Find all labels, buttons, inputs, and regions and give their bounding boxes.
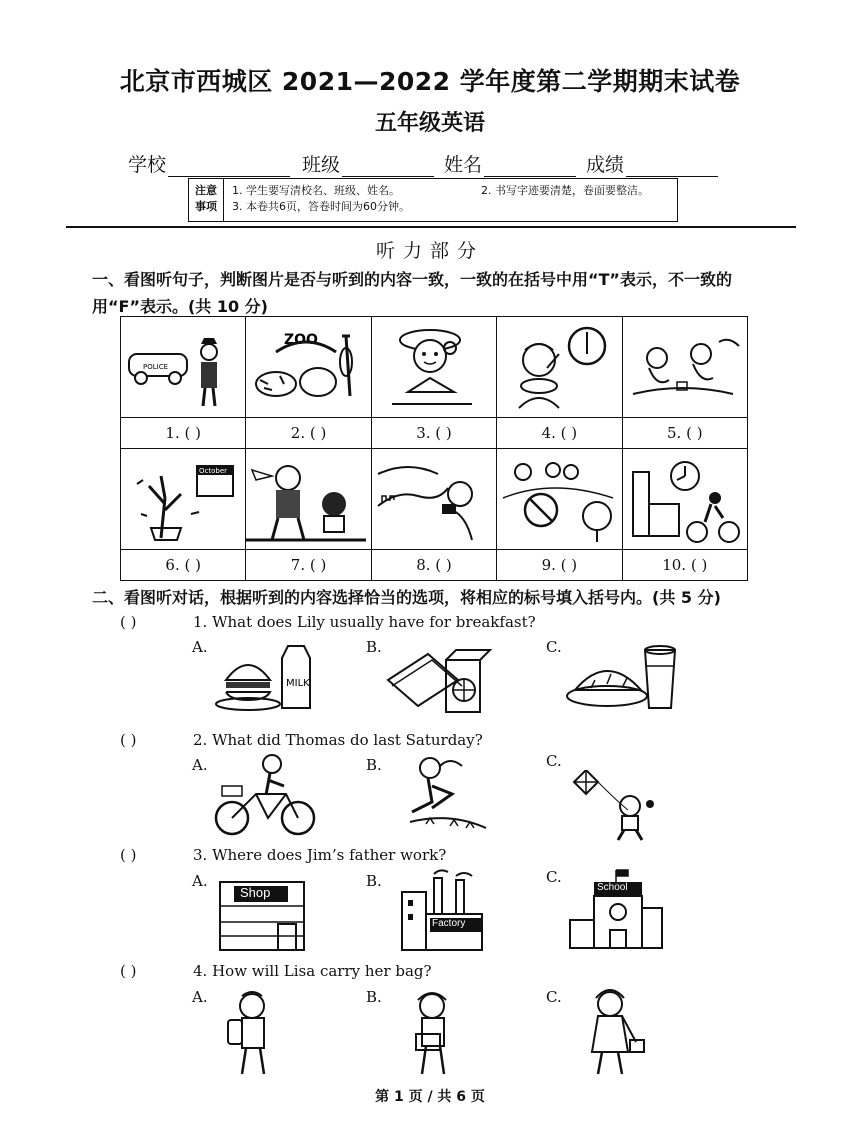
class-blank[interactable]: [342, 154, 434, 177]
notice-line-1: 1. 学生要写清校名、班级、姓名。: [232, 184, 400, 197]
answer-slot-10[interactable]: 10. ( ): [622, 550, 747, 581]
school-blank[interactable]: [168, 154, 290, 177]
q1-text: 1. What does Lily usually have for breakfast?: [193, 613, 536, 631]
girl-hand-carry-icon: [398, 990, 468, 1076]
answer-slot-3[interactable]: 3. ( ): [371, 418, 496, 449]
section-title: 听力部分: [375, 240, 484, 262]
q3-answer-paren[interactable]: ( ): [120, 846, 137, 864]
boy-cycling-clock-icon: [622, 449, 747, 550]
children-on-beach-icon: [622, 317, 747, 418]
answer-slot-9[interactable]: 9. ( ): [497, 550, 622, 581]
boy-eating-noodles-clock-icon: [497, 317, 622, 418]
q4-option-b-label: B.: [366, 988, 382, 1006]
notice-line-3: 3. 本卷共6页，答卷时间为60分钟。: [232, 200, 410, 213]
q3-option-c-label: C.: [546, 868, 562, 886]
q4-option-a-label: A.: [192, 988, 208, 1006]
boy-girl-paper-plane-icon: [246, 449, 371, 550]
boy-riding-bike-icon: [212, 752, 322, 838]
man-planting-trees-icon: [390, 752, 490, 838]
answer-slot-8[interactable]: 8. ( ): [371, 550, 496, 581]
q4-text: 4. How will Lisa carry her bag?: [193, 962, 432, 980]
field-label-class: 班级: [302, 154, 341, 176]
notice-line-2: 2. 书写字迹要清楚，卷面要整洁。: [481, 184, 649, 197]
svg-text:October: October: [199, 467, 228, 475]
autumn-tree-october-calendar-icon: [121, 449, 246, 550]
q4-answer-paren[interactable]: ( ): [120, 962, 137, 980]
answer-slot-2[interactable]: 2. ( ): [246, 418, 371, 449]
q2-text: 2. What did Thomas do last Saturday?: [193, 731, 483, 749]
q1-option-a-label: A.: [192, 638, 208, 656]
field-label-score: 成绩: [586, 154, 625, 176]
q4-option-c-label: C.: [546, 988, 562, 1006]
answer-slot-1[interactable]: 1. ( ): [121, 418, 246, 449]
burger-milk-icon: [214, 640, 324, 712]
factory-sign: Factory: [432, 918, 466, 929]
q3-option-b-label: B.: [366, 872, 382, 890]
girl-shoulder-bag-icon: [572, 986, 652, 1076]
police-officer-car-icon: [121, 317, 246, 418]
notice-box: [188, 178, 678, 222]
part2-instruction: 二、看图听对话，根据听到的内容选择恰当的选项，将相应的标号填入括号内。(共 5 分): [92, 588, 721, 607]
zoo-animals-icon: [246, 317, 371, 418]
sandwich-juice-icon: [384, 640, 494, 716]
answer-slot-5[interactable]: 5. ( ): [622, 418, 747, 449]
q2-option-a-label: A.: [192, 756, 208, 774]
answer-slot-4[interactable]: 4. ( ): [497, 418, 622, 449]
field-label-name: 姓名: [444, 154, 483, 176]
q2-answer-paren[interactable]: ( ): [120, 731, 137, 749]
part1-picture-grid: [120, 316, 748, 581]
shop-icon: [216, 876, 308, 952]
school-sign: School: [597, 882, 628, 893]
boy-flying-kite-icon: [570, 770, 660, 842]
svg-text:ZOO: ZOO: [284, 332, 319, 348]
q3-text: 3. Where does Jim’s father work?: [193, 846, 447, 864]
score-blank[interactable]: [626, 154, 718, 177]
field-label-school: 学校: [128, 154, 167, 176]
answer-slot-7[interactable]: 7. ( ): [246, 550, 371, 581]
q2-option-b-label: B.: [366, 756, 382, 774]
student-info-fields: [128, 150, 718, 177]
girl-backpack-icon: [220, 990, 290, 1076]
girl-photo-great-wall-icon: [371, 449, 496, 550]
bread-milk-icon: [565, 640, 685, 712]
shop-sign: Shop: [240, 885, 271, 900]
q1-option-c-label: C.: [546, 638, 562, 656]
exam-subtitle: 五年级英语: [374, 111, 485, 136]
no-picnic-sign-park-icon: [497, 449, 622, 550]
part1-instruction: 一、看图听句子，判断图片是否与听到的内容一致，一致的在括号中用“T”表示，不一致的用“F”表示。(共 10 分): [92, 270, 732, 316]
name-blank[interactable]: [484, 154, 576, 177]
exam-title: 北京市西城区 2021—2022 学年度第二学期期末试卷: [119, 67, 741, 96]
q3-option-a-label: A.: [192, 872, 208, 890]
page-number: 第 1 页 / 共 6 页: [375, 1089, 485, 1105]
divider: [66, 226, 796, 228]
svg-text:POLICE: POLICE: [143, 363, 169, 371]
q2-option-c-label: C.: [546, 752, 562, 770]
school-icon: [566, 868, 666, 952]
answer-slot-6[interactable]: 6. ( ): [121, 550, 246, 581]
q1-answer-paren[interactable]: ( ): [120, 613, 137, 631]
svg-text:MILK: MILK: [286, 678, 310, 689]
girl-reading-icon: [371, 317, 496, 418]
q1-option-b-label: B.: [366, 638, 382, 656]
factory-icon: [394, 868, 490, 952]
notice-label: 注意 事项: [189, 179, 224, 221]
